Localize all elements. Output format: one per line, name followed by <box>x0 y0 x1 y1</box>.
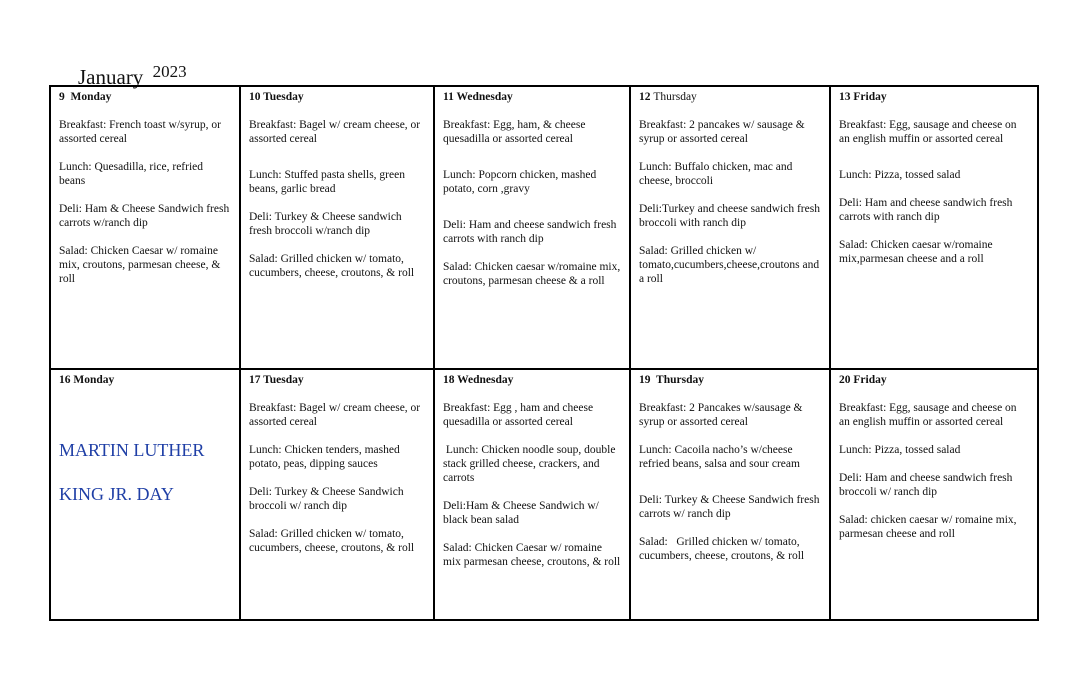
salad-item: Salad: chicken caesar w/ romaine mix, parmesan cheese and roll <box>839 514 1017 541</box>
day-number: 12 <box>639 91 651 103</box>
day-name: Wednesday <box>456 91 513 103</box>
deli-item: Deli: Turkey & Cheese sandwich fresh broccoli w/ranch dip <box>249 211 402 237</box>
day-number: 13 <box>839 91 851 103</box>
day-number: 10 <box>249 91 261 103</box>
week-row <box>50 86 1038 369</box>
salad-item: Salad: Chicken caesar w/romaine mix,parmesan cheese and a roll <box>839 239 993 265</box>
breakfast-item: Breakfast: Egg, sausage and cheese on an english muffin or assorted cereal <box>839 119 1017 145</box>
deli-item: Deli:Turkey and cheese sandwich fresh broccoli with ranch dip <box>639 203 820 229</box>
day-name: Tuesday <box>263 91 304 103</box>
day-header <box>639 90 822 104</box>
day-cell <box>240 86 434 369</box>
lunch-item: Lunch: Popcorn chicken, mashed potato, corn ,gravy <box>443 169 597 195</box>
day-cell <box>830 86 1038 369</box>
day-name: Tuesday <box>263 374 304 387</box>
salad-item: Salad: Grilled chicken w/ tomato, cucumbers, cheese, croutons, & roll <box>639 536 805 563</box>
day-cell <box>50 369 240 620</box>
deli-item: Deli: Ham & Cheese Sandwich fresh carrots w/ranch dip <box>59 203 230 229</box>
week-row <box>50 369 1038 620</box>
day-name: Thursday <box>656 374 704 387</box>
day-number: 17 <box>249 374 261 387</box>
lunch-item: Lunch: Quesadilla, rice, refried beans <box>59 161 204 187</box>
holiday-label <box>59 439 232 505</box>
day-number: 9 <box>59 91 65 103</box>
day-name: Thursday <box>653 91 697 103</box>
day-header <box>839 373 1030 387</box>
holiday-line: MARTIN LUTHER <box>59 440 205 461</box>
deli-item: Deli:Ham & Cheese Sandwich w/ black bean salad <box>443 500 599 527</box>
day-cell <box>830 369 1038 620</box>
salad-item: Salad: Grilled chicken w/ tomato,cucumbers,cheese,croutons and a roll <box>639 245 820 285</box>
lunch-item: Lunch: Pizza, tossed salad <box>839 444 961 457</box>
day-number: 19 <box>639 374 651 387</box>
breakfast-item: Breakfast: Egg , ham and cheese quesadilla or assorted cereal <box>443 402 594 429</box>
day-cell <box>630 369 830 620</box>
month-label: January <box>78 65 144 89</box>
lunch-item: Lunch: Buffalo chicken, mac and cheese, broccoli <box>639 161 793 187</box>
day-header <box>59 373 232 387</box>
salad-item: Salad: Grilled chicken w/ tomato, cucumbers, cheese, croutons, & roll <box>249 528 415 555</box>
day-cell <box>630 86 830 369</box>
lunch-item: Lunch: Pizza, tossed salad <box>839 169 961 181</box>
day-number: 20 <box>839 374 851 387</box>
day-header <box>443 373 622 387</box>
deli-item: Deli: Ham and cheese sandwich fresh broccoli w/ ranch dip <box>839 472 1013 499</box>
day-header <box>443 90 622 104</box>
day-name: Friday <box>853 91 887 103</box>
salad-item: Salad: Grilled chicken w/ tomato, cucumbers, cheese, croutons, & roll <box>249 253 415 279</box>
deli-item: Deli: Turkey & Cheese Sandwich fresh carrots w/ ranch dip <box>639 494 820 521</box>
deli-item: Deli: Ham and cheese sandwich fresh carrots with ranch dip <box>839 197 1013 223</box>
breakfast-item: Breakfast: Bagel w/ cream cheese, or assorted cereal <box>249 119 421 145</box>
breakfast-item: Breakfast: Bagel w/ cream cheese, or assorted cereal <box>249 402 421 429</box>
holiday-line: KING JR. DAY <box>59 484 174 505</box>
breakfast-item: Breakfast: Egg, sausage and cheese on an english muffin or assorted cereal <box>839 402 1017 429</box>
year-label: 2023 <box>152 62 187 81</box>
day-number: 11 <box>443 91 454 103</box>
lunch-item: Lunch: Chicken noodle soup, double stack grilled cheese, crackers, and carrots <box>443 444 619 485</box>
day-header <box>639 373 822 387</box>
breakfast-item: Breakfast: 2 Pancakes w/sausage & syrup or assorted cereal <box>639 402 803 429</box>
lunch-item: Lunch: Stuffed pasta shells, green beans, garlic bread <box>249 169 405 195</box>
breakfast-item: Breakfast: French toast w/syrup, or assorted cereal <box>59 119 221 145</box>
salad-item: Salad: Chicken Caesar w/ romaine mix, croutons, parmesan cheese, & roll <box>59 245 221 285</box>
day-cell <box>240 369 434 620</box>
salad-item: Salad: Chicken caesar w/romaine mix, croutons, parmesan cheese & a roll <box>443 261 621 287</box>
day-number: 16 <box>59 374 71 387</box>
deli-item: Deli: Ham and cheese sandwich fresh carrots with ranch dip <box>443 219 617 245</box>
breakfast-item: Breakfast: Egg, ham, & cheese quesadilla or assorted cereal <box>443 119 586 145</box>
day-number: 18 <box>443 374 455 387</box>
lunch-item: Lunch: Cacoila nacho’s w/cheese refried beans, salsa and sour cream <box>639 444 800 471</box>
day-header <box>839 90 1030 104</box>
day-name: Wednesday <box>457 374 514 387</box>
day-cell <box>434 86 630 369</box>
lunch-item: Lunch: Chicken tenders, mashed potato, peas, dipping sauces <box>249 444 400 471</box>
day-header <box>249 90 426 104</box>
day-header <box>249 373 426 387</box>
day-header <box>59 90 232 104</box>
day-name: Friday <box>853 374 887 387</box>
deli-item: Deli: Turkey & Cheese Sandwich broccoli w/ ranch dip <box>249 486 404 513</box>
day-name: Monday <box>70 91 112 103</box>
day-name: Monday <box>73 374 115 387</box>
breakfast-item: Breakfast: 2 pancakes w/ sausage & syrup or assorted cereal <box>639 119 805 145</box>
day-cell <box>434 369 630 620</box>
salad-item: Salad: Chicken Caesar w/ romaine mix parmesan cheese, croutons, & roll <box>443 542 621 569</box>
day-cell <box>50 86 240 369</box>
menu-calendar <box>49 85 1039 621</box>
